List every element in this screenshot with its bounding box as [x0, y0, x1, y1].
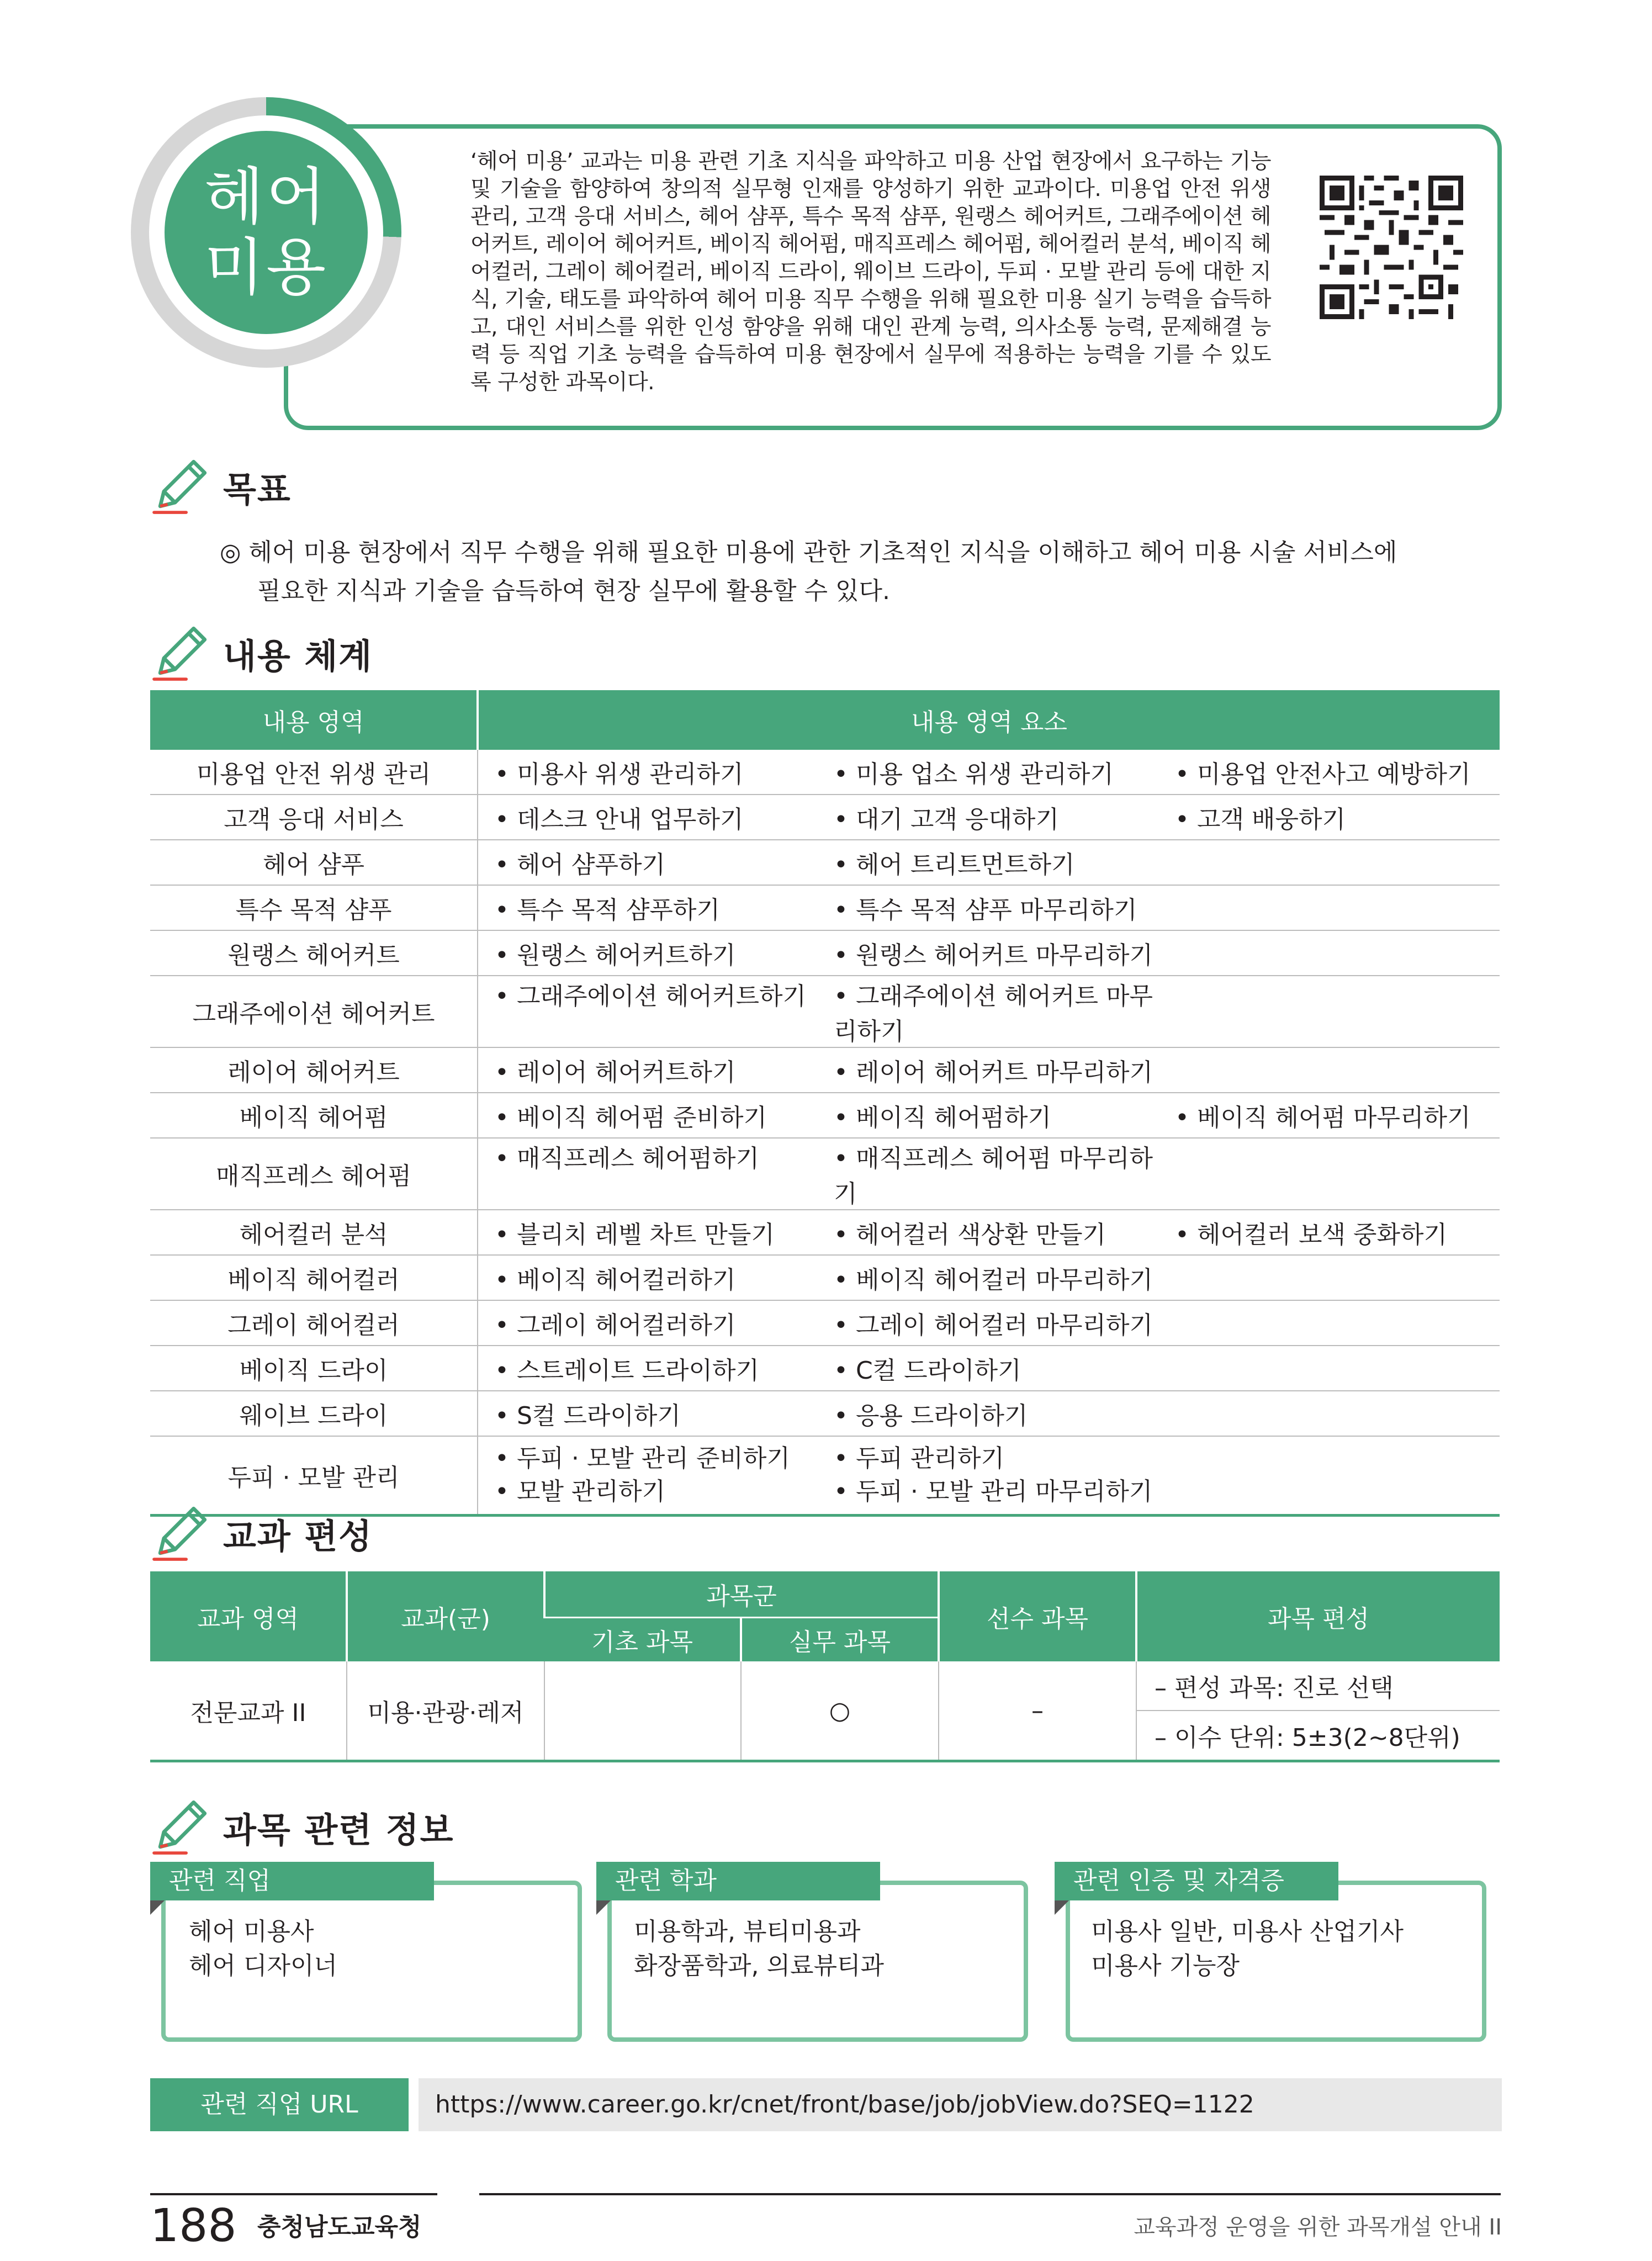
- table-row: [150, 750, 1500, 795]
- content-area: 원랭스 헤어커트: [150, 930, 478, 976]
- table-row: [150, 1138, 1500, 1210]
- intro-text: ‘헤어 미용’ 교과는 미용 관련 기초 지식을 파악하고 미용 산업 현장에서 요구하는 기능 및 기술을 함양하여 창의적 실무형 인재를 양성하기 위한 교과이다. 미용업 안전 위생 관리, 고객 응대 서비스, 헤어 샴푸, 특수 목적 샴푸, 원랭스 헤어커트, 그래주에이션 헤어커트, 레이어 헤어커트, 베이직 헤어펌, 매직프레스 헤어펌, 헤어컬러 분석, 베이직 헤어컬러, 그레이 헤어컬러, 베이직 드라이, 웨이브 드라이, 두피 · 모발 관리 등에 대한 지식, 기술, 태도를 파악하여 헤어 미용 직무 수행을 위해 필요한 미용 실기 능력을 습득하고, 대인 서비스를 위한 인성 함양을 위해 대인 관계 능력, 의사소통 능력, 문제해결 능력 등 직업 기초 능력을 습득하여 미용 현장에서 실무에 적용하는 능력을 기를 수 있도록 구성한 과목이다.: [470, 149, 1271, 395]
- content-item: • 응용 드라이하기: [834, 1402, 1028, 1430]
- related-departments-tab: 관련 학과: [596, 1862, 880, 1900]
- subject-badge: [165, 131, 368, 334]
- content-elements: [478, 795, 1500, 840]
- goal-text-line2: 필요한 지식과 기술을 습득하여 현장 실무에 활용할 수 있다.: [257, 577, 890, 605]
- content-item: • 미용 업소 위생 관리하기: [834, 760, 1114, 788]
- pencil-icon: [149, 1796, 211, 1858]
- content-table: [150, 690, 1500, 1517]
- org-header-group: 과목군: [544, 1571, 939, 1618]
- content-elements: [478, 1300, 1500, 1346]
- content-elements: [478, 750, 1500, 795]
- content-item: • 매직프레스 헤어펌하기: [495, 1145, 759, 1173]
- related-jobs-tab: 관련 직업: [150, 1862, 434, 1900]
- content-item: • 헤어컬러 색상환 만들기: [834, 1221, 1106, 1249]
- content-elements: [478, 1346, 1500, 1391]
- content-area: 웨이브 드라이: [150, 1391, 478, 1436]
- tab-fold: [150, 1900, 165, 1915]
- related-jobs-line2: 헤어 디자이너: [189, 1952, 338, 1980]
- table-row: [150, 976, 1500, 1047]
- related-departments-line2: 화장품학과, 의료뷰티과: [634, 1952, 885, 1980]
- content-item: • 레이어 헤어커트 마무리하기: [834, 1058, 1153, 1087]
- org-header-basic: 기초 과목: [544, 1618, 741, 1662]
- org-header-area: 교과 영역: [150, 1571, 347, 1661]
- subject-title-line1: 헤어: [204, 161, 329, 233]
- content-item: • 두피 관리하기: [834, 1444, 1004, 1473]
- content-elements: [478, 1436, 1500, 1516]
- org-header-practical: 실무 과목: [741, 1618, 939, 1662]
- content-item: • 두피 · 모발 관리 마무리하기: [834, 1478, 1153, 1506]
- related-departments-line1: 미용학과, 뷰티미용과: [634, 1918, 861, 1946]
- goal-title: 목표: [223, 469, 292, 510]
- org-basic: [544, 1661, 741, 1761]
- content-elements: [478, 976, 1500, 1047]
- org-area: 전문교과 II: [150, 1661, 347, 1761]
- content-item: • 베이직 헤어펌 준비하기: [495, 1104, 767, 1132]
- footer-divider: [479, 2193, 1501, 2195]
- qr-code-icon: [1320, 176, 1463, 319]
- content-item: • 그래주에이션 헤어커트 마무리하기: [834, 982, 1153, 1046]
- related-section-title: [149, 1797, 454, 1857]
- related-jobs-text: [189, 1915, 337, 1983]
- content-item: • 베이직 헤어컬러하기: [495, 1266, 736, 1294]
- content-elements: [478, 840, 1500, 885]
- content-item: • 원랭스 헤어커트하기: [495, 941, 736, 970]
- content-area: 미용업 안전 위생 관리: [150, 750, 478, 795]
- content-section-title: [149, 623, 373, 684]
- org-header-prereq: 선수 과목: [939, 1571, 1136, 1661]
- content-area: 베이직 드라이: [150, 1346, 478, 1391]
- content-elements: [478, 1093, 1500, 1138]
- page-number: 188: [150, 2200, 237, 2252]
- organization-table: [150, 1571, 1500, 1762]
- content-item: • 고객 배웅하기: [1175, 806, 1346, 834]
- table-row: [150, 1661, 1500, 1711]
- related-certificates-text: [1091, 1915, 1404, 1983]
- content-item: • 데스크 안내 업무하기: [495, 806, 744, 834]
- content-area: 두피 · 모발 관리: [150, 1436, 478, 1516]
- content-item: • 미용업 안전사고 예방하기: [1175, 760, 1471, 788]
- table-row: [150, 1300, 1500, 1346]
- content-elements: [478, 1138, 1500, 1210]
- content-area: 베이직 헤어컬러: [150, 1255, 478, 1300]
- organization-title: 교과 편성: [223, 1516, 373, 1556]
- goal-section-title: [149, 456, 292, 517]
- table-row: [150, 885, 1500, 930]
- table-row: [150, 1047, 1500, 1093]
- content-area: 매직프레스 헤어펌: [150, 1138, 478, 1210]
- content-item: • 헤어컬러 보색 중화하기: [1175, 1221, 1447, 1249]
- content-header-area: 내용 영역: [150, 690, 478, 750]
- content-item: • 베이직 헤어컬러 마무리하기: [834, 1266, 1153, 1294]
- content-item: • 대기 고객 응대하기: [834, 806, 1059, 834]
- pencil-icon: [149, 456, 211, 517]
- tab-fold: [1055, 1900, 1069, 1915]
- table-row: [150, 1391, 1500, 1436]
- content-item: • S컬 드라이하기: [495, 1402, 681, 1430]
- tab-fold: [596, 1900, 611, 1915]
- content-area: 그레이 헤어컬러: [150, 1300, 478, 1346]
- content-elements: [478, 885, 1500, 930]
- content-area: 헤어 샴푸: [150, 840, 478, 885]
- content-header-elements: 내용 영역 요소: [478, 690, 1500, 750]
- goal-text: [220, 533, 1479, 611]
- content-title: 내용 체계: [223, 636, 373, 676]
- content-item: • 베이직 헤어펌하기: [834, 1104, 1051, 1132]
- content-elements: [478, 930, 1500, 976]
- related-url-link[interactable]: https://www.career.go.kr/cnet/front/base/job/jobView.do?SEQ=1122: [419, 2078, 1502, 2131]
- content-item: • 원랭스 헤어커트 마무리하기: [834, 941, 1153, 970]
- related-jobs-line1: 헤어 미용사: [189, 1918, 314, 1946]
- content-item: • 두피 · 모발 관리 준비하기: [495, 1444, 790, 1473]
- content-item: • 모발 관리하기: [495, 1478, 665, 1506]
- table-row: [150, 1093, 1500, 1138]
- content-area: 특수 목적 샴푸: [150, 885, 478, 930]
- content-item: • 블리치 레벨 차트 만들기: [495, 1221, 775, 1249]
- content-area: 그래주에이션 헤어커트: [150, 976, 478, 1047]
- content-item: • 매직프레스 헤어펌 마무리하기: [834, 1145, 1153, 1208]
- org-practical: ○: [741, 1661, 939, 1761]
- content-item: • 베이직 헤어펌 마무리하기: [1175, 1104, 1471, 1132]
- table-row: [150, 795, 1500, 840]
- table-row: [150, 1255, 1500, 1300]
- org-subject: 미용·관광·레저: [347, 1661, 544, 1761]
- org-note-course: – 편성 과목: 진로 선택: [1136, 1661, 1500, 1711]
- content-item: • 그레이 헤어컬러하기: [495, 1311, 736, 1339]
- organization-section-title: [149, 1503, 373, 1564]
- related-title: 과목 관련 정보: [223, 1809, 454, 1850]
- content-item: • 그래주에이션 헤어커트하기: [495, 982, 806, 1010]
- related-certificates-tab: 관련 인증 및 자격증: [1055, 1862, 1338, 1900]
- book-title: 교육과정 운영을 위한 과목개설 안내 II: [1134, 2215, 1502, 2240]
- footer-divider: [150, 2193, 437, 2195]
- related-departments-text: [634, 1915, 884, 1983]
- content-item: • 미용사 위생 관리하기: [495, 760, 744, 788]
- content-elements: [478, 1391, 1500, 1436]
- related-certificates-line1: 미용사 일반, 미용사 산업기사: [1091, 1918, 1404, 1946]
- content-item: • 레이어 헤어커트하기: [495, 1058, 736, 1087]
- publisher-name: 충청남도교육청: [257, 2213, 422, 2241]
- org-header-subject: 교과(군): [347, 1571, 544, 1661]
- content-elements: [478, 1210, 1500, 1255]
- pencil-icon: [149, 622, 211, 684]
- content-area: 베이직 헤어펌: [150, 1093, 478, 1138]
- table-row: [150, 930, 1500, 976]
- related-url-label: 관련 직업 URL: [150, 2078, 409, 2131]
- org-header-composition: 과목 편성: [1136, 1571, 1500, 1661]
- content-item: • 특수 목적 샴푸하기: [495, 896, 720, 924]
- content-area: 헤어컬러 분석: [150, 1210, 478, 1255]
- content-item: • 헤어 샴푸하기: [495, 851, 665, 879]
- subject-title-line2: 미용: [204, 232, 329, 304]
- content-item: • 헤어 트리트먼트하기: [834, 851, 1075, 879]
- content-item: • 그레이 헤어컬러 마무리하기: [834, 1311, 1153, 1339]
- content-area: 고객 응대 서비스: [150, 795, 478, 840]
- table-row: [150, 840, 1500, 885]
- content-item: • C컬 드라이하기: [834, 1357, 1021, 1385]
- table-row: [150, 1210, 1500, 1255]
- pencil-icon: [149, 1502, 211, 1564]
- content-item: • 특수 목적 샴푸 마무리하기: [834, 896, 1137, 924]
- content-elements: [478, 1255, 1500, 1300]
- related-certificates-line2: 미용사 기능장: [1091, 1952, 1240, 1980]
- org-prereq: –: [939, 1661, 1136, 1761]
- content-item: • 스트레이트 드라이하기: [495, 1357, 759, 1385]
- content-area: 레이어 헤어커트: [150, 1047, 478, 1093]
- goal-text-line1: ◎ 헤어 미용 현장에서 직무 수행을 위해 필요한 미용에 관한 기초적인 지식을 이해하고 헤어 미용 시술 서비스에: [220, 538, 1397, 566]
- table-row: [150, 1346, 1500, 1391]
- content-elements: [478, 1047, 1500, 1093]
- org-note-units: – 이수 단위: 5±3(2~8단위): [1136, 1711, 1500, 1761]
